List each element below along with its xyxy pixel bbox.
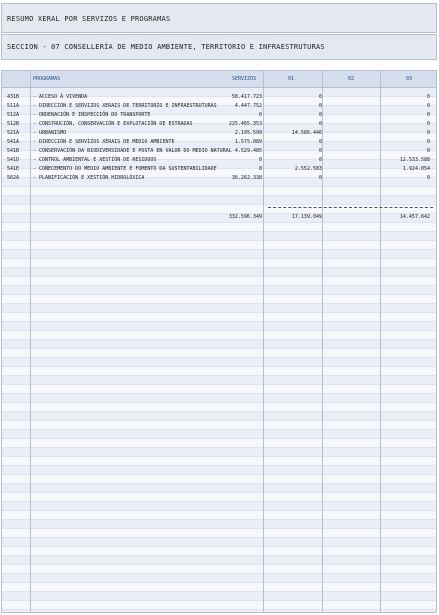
table-rule-line	[2, 412, 436, 421]
servizo-01-value: 1.575.089	[234, 139, 262, 145]
table-row	[2, 164, 436, 173]
program-code: 541E	[7, 166, 20, 172]
program-name: - CONTROL AMBIENTAL E XESTIÓN DE RESIDUOS	[33, 157, 157, 163]
program-code: 521A	[7, 130, 20, 136]
table-rule-line	[2, 187, 436, 196]
table-rule-line	[2, 457, 436, 466]
program-name: - ACCESO Á VIVENDA	[33, 94, 88, 100]
table-rule-line	[2, 484, 436, 493]
servizo-02-value: 0	[318, 112, 322, 118]
table-rule-line	[2, 340, 436, 349]
table-rule-line	[2, 592, 436, 601]
servizo-01-value: 225.465.353	[228, 121, 262, 127]
servizo-03-value: 0	[426, 103, 430, 109]
servizo-01-value: 0	[258, 166, 262, 172]
program-name: - ORDENACIÓN E INSPECCIÓN DO TRANSPORTE	[33, 112, 151, 118]
servizo-03-value: 12.533.588	[399, 157, 430, 163]
table-rule-line	[2, 394, 436, 403]
table-row	[2, 137, 436, 146]
table-rule-line	[2, 574, 436, 583]
table-rule-line	[2, 502, 436, 511]
totals-separator	[268, 207, 433, 208]
program-name: - DIRECCIÓN E SERVIZOS XERAIS DE MEDIO AMBIENTE	[33, 139, 175, 145]
table-rule-line	[2, 556, 436, 565]
total-servizo-03: 14.457.642	[399, 214, 430, 220]
table-row	[2, 155, 436, 164]
program-code: 562A	[7, 175, 20, 181]
table-rule-line	[2, 610, 436, 613]
table-rule-line	[2, 367, 436, 376]
servizo-02-value: 14.586.446	[291, 130, 322, 136]
table-header	[2, 71, 436, 88]
program-name: - DIRECCIÓN E SERVIZOS XERAIS DE TERRITORIO E INFRAESTRUTURAS	[33, 103, 217, 109]
table-rule-line	[2, 286, 436, 295]
servizo-01-value: 0	[258, 112, 262, 118]
table-rule-line	[2, 520, 436, 529]
table-rule-line	[2, 403, 436, 412]
table-rule-line	[2, 349, 436, 358]
table-row	[2, 92, 436, 101]
report-title: RESUMO XERAL POR SERVIZOS E PROGRAMAS	[7, 15, 171, 23]
table-rule-line	[2, 439, 436, 448]
summary-table	[1, 70, 437, 613]
program-code: 512A	[7, 112, 20, 118]
table-rule-line	[2, 277, 436, 286]
servizo-03-value: 0	[426, 148, 430, 154]
table-row	[2, 146, 436, 155]
table-rule-line	[2, 196, 436, 205]
servizo-01-value: 36.262.338	[231, 175, 262, 181]
program-code: 431B	[7, 94, 20, 100]
servizo-03-value: 0	[426, 130, 430, 136]
program-code: 541D	[7, 157, 20, 163]
table-rule-line	[2, 529, 436, 538]
program-code: 541B	[7, 148, 20, 154]
table-rule-line	[2, 250, 436, 259]
table-rule-line	[2, 268, 436, 277]
totals-row	[2, 212, 436, 221]
table-rule-line	[2, 259, 436, 268]
servizo-02-value: 0	[318, 121, 322, 127]
total-servizo-02: 17.139.049	[291, 214, 322, 220]
report-title-bar	[1, 3, 437, 33]
table-rule-line	[2, 511, 436, 520]
section-bar	[1, 34, 437, 60]
program-code: 541A	[7, 139, 20, 145]
servizo-02-value: 0	[318, 175, 322, 181]
table-rule-line	[2, 448, 436, 457]
table-row	[2, 101, 436, 110]
program-code: 512B	[7, 121, 20, 127]
servizo-02-value: 0	[318, 157, 322, 163]
table-rule-line	[2, 583, 436, 592]
header-servizo-02: 02	[348, 76, 355, 82]
header-servizo-01: 01	[288, 76, 295, 82]
servizo-03-value: 0	[426, 175, 430, 181]
header-servizos: SERVIZOS	[232, 76, 257, 82]
table-rule-line	[2, 538, 436, 547]
table-rule-line	[2, 304, 436, 313]
table-rule-line	[2, 232, 436, 241]
program-name: - PLANIFICACIÓN E XESTIÓN HIDROLÓXICA	[33, 175, 145, 181]
servizo-03-value: 1.924.054	[402, 166, 430, 172]
table-rule-line	[2, 493, 436, 502]
table-rule-line	[2, 295, 436, 304]
servizo-03-value: 0	[426, 121, 430, 127]
servizo-02-value: 0	[318, 94, 322, 100]
table-rule-line	[2, 385, 436, 394]
table-rule-line	[2, 466, 436, 475]
servizo-01-value: 58.417.723	[231, 94, 262, 100]
table-rule-line	[2, 430, 436, 439]
servizo-01-value: 2.195.599	[234, 130, 262, 136]
servizo-03-value: 0	[426, 94, 430, 100]
servizo-03-value: 0	[426, 112, 430, 118]
table-rule-line	[2, 241, 436, 250]
servizo-03-value: 0	[426, 139, 430, 145]
header-servizo-03: 03	[406, 76, 413, 82]
program-name: - CONSERVACIÓN DA BIODIVERSIDADE E POSTA EN VALOR DO MEDIO NATURAL	[33, 148, 232, 154]
servizo-01-value: 4.529.485	[234, 148, 262, 154]
table-rule-line	[2, 322, 436, 331]
table-rule-line	[2, 475, 436, 484]
table-row	[2, 119, 436, 128]
servizo-01-value: 4.447.752	[234, 103, 262, 109]
table-rule-line	[2, 547, 436, 556]
table-rule-line	[2, 331, 436, 340]
servizo-01-value: 0	[258, 157, 262, 163]
table-rule-line	[2, 313, 436, 322]
table-rule-line	[2, 421, 436, 430]
program-name: - CONSTRUCIÓN, CONSERVACIÓN E EXPLOTACIÓN DE ESTRADAS	[33, 121, 193, 127]
program-name: - URBANISMO	[33, 130, 67, 136]
section-title: SECCION - 07 CONSELLERÍA DE MEDIO AMBIENTE, TERRITORIO E INFRAESTRUTURAS	[7, 43, 325, 51]
servizo-02-value: 0	[318, 148, 322, 154]
servizo-02-value: 0	[318, 103, 322, 109]
table-row	[2, 128, 436, 137]
table-row	[2, 110, 436, 119]
table-rule-line	[2, 358, 436, 367]
table-rule-line	[2, 565, 436, 574]
program-name: - COÑECEMENTO DO MEDIO AMBIENTE E FOMENTO DA SUSTENTABILIDADE	[33, 166, 217, 172]
servizo-02-value: 0	[318, 139, 322, 145]
table-rule-line	[2, 601, 436, 610]
table-rule-line	[2, 223, 436, 232]
table-rule-line	[2, 376, 436, 385]
total-servizo-01: 332.596.349	[228, 214, 262, 220]
program-code: 511A	[7, 103, 20, 109]
table-row	[2, 173, 436, 182]
header-programas: PROGRAMAS	[33, 76, 61, 82]
servizo-02-value: 2.552.583	[294, 166, 322, 172]
